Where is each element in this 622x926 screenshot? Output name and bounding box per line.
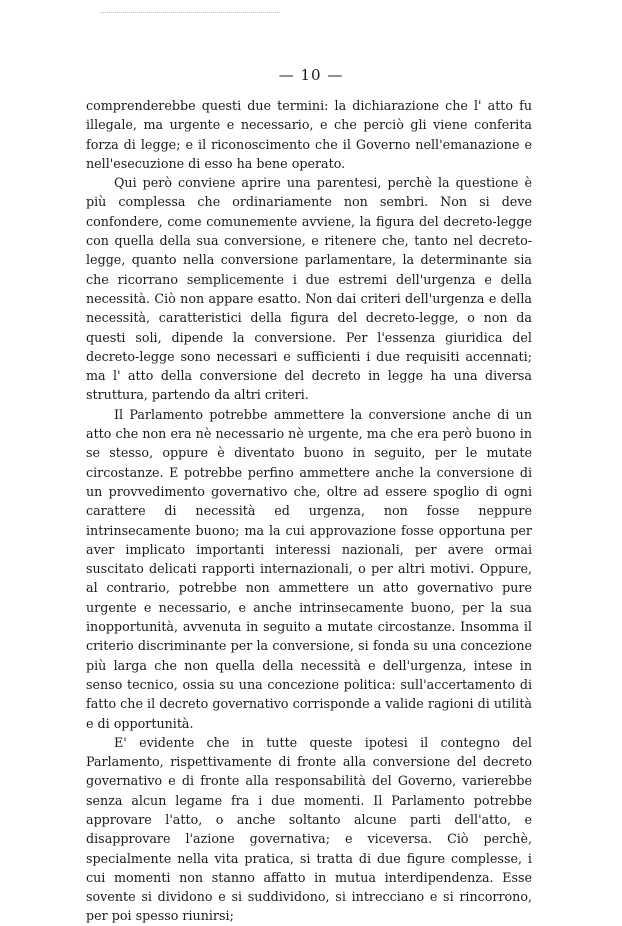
body-text [86, 96, 532, 926]
paragraph: Qui però conviene aprire una parentesi, perchè la questione è più complessa che ordinariamente non sembri. Non si deve confondere, come comunemente avviene, la figura del decreto-legge con quella della sua conversione, e ritenere che, tanto nel decreto-legge, quanto nella conversione parlamentare, la determinante sia che ricorrano semplicemente i due estremi dell'urgenza e della necessità. Ciò non appare esatto. Non dai criteri dell'urgenza e della necessità, caratteristici della figura del decreto-legge, o non da questi soli, dipende la conversione. Per l'essenza giuridica del decreto-legge sono necessari e sufficienti i due requisiti accennati; ma l' atto della conversione del decreto in legge ha una diversa struttura, partendo da altri criteri. [86, 175, 532, 403]
page-number: — 10 — [278, 66, 344, 84]
paragraph: E' evidente che in tutte queste ipotesi il contegno del Parlamento, rispettivamente di fronte alla conversione del decreto governativo e di fronte alla responsabilità del Governo, varierebbe senza alcun legame fra i due momenti. Il Parlamento potrebbe approvare l'atto, o anche soltanto alcune parti dell'atto, e disapprovare l'azione governativa; e viceversa. Ciò perchè, specialmente nella vita pratica, si tratta di due figure complesse, i cui momenti non stanno affatto in mutua interdipendenza. Esse sovente si dividono e si suddividono, si intrecciano e si rincorrono, per poi spesso riunirsi; [86, 734, 532, 924]
paragraph-continued: comprenderebbe questi due termini: la dichiarazione che l' atto fu illegale, ma urgente e necessario, e che perciò gli viene conferita forza di legge; e il riconoscimento che il Governo nell'emanazione e nell'esecuzione di esso ha bene operato. [86, 98, 532, 171]
paragraph: Il Parlamento potrebbe ammettere la conversione anche di un atto che non era nè necessario nè urgente, ma che era però buono in se stesso, oppure è diventato buono in seguito, per le mutate circostanze. E potrebbe perfino ammettere anche la conversione di un provvedimento governativo che, oltre ad essere spoglio di ogni carattere di necessità ed urgenza, non fosse neppure intrinsecamente buono; ma la cui approvazione fosse opportuna per aver implicato importanti interessi nazionali, per avere ormai suscitato delicati rapporti internazionali, o per altri motivi. Oppure, al contrario, potrebbe non ammettere un atto governativo pure urgente e necessario, e anche intrinsecamente buono, per la sua inopportunità, avvenuta in seguito a mutate circostanze. Insomma il criterio discriminante per la conversione, si fonda su una concezione più larga che non quella della necessità e dell'urgenza, intese in senso tecnico, ossia su una concezione politica: sull'accertamento di fatto che il decreto governativo corrisponde a valide ragioni di utilità e di opportunità. [86, 406, 532, 731]
scan-artifact [100, 12, 280, 16]
